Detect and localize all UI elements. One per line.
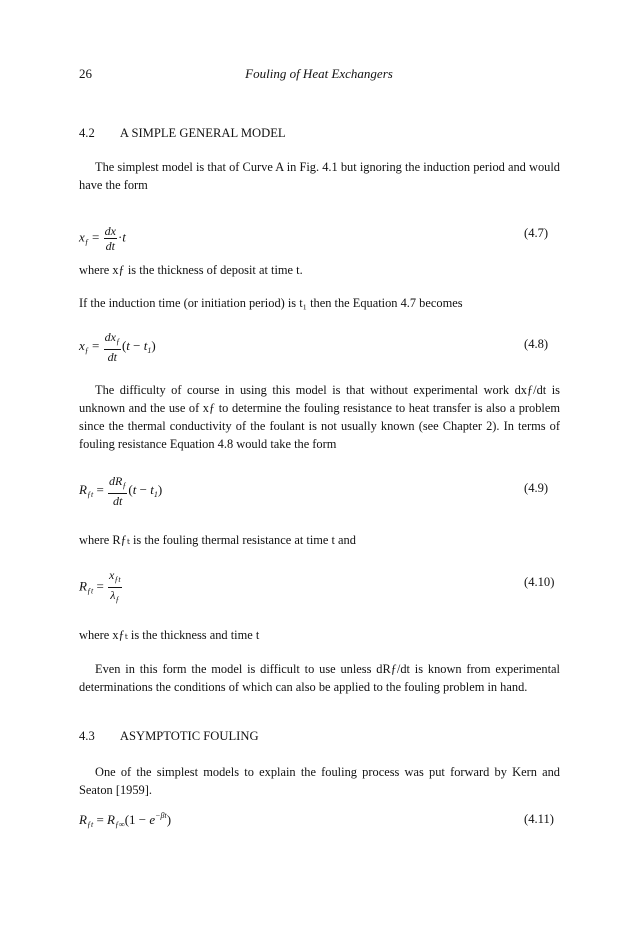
section-title: ASYMPTOTIC FOULING bbox=[119, 729, 259, 743]
page-number: 26 bbox=[79, 66, 92, 81]
equation-4-8: $x_ƒ$ = $\frac{dx_ƒ}{dt}$ $(t - t_1)$ bbox=[79, 330, 156, 364]
section-number: 4.2 bbox=[79, 126, 95, 140]
equation-4-10: $R_{ƒt}$ = $\frac{x_{ƒt}}{\lambda_ƒ}$ bbox=[79, 568, 121, 604]
equation-4-7-number: (4.7) bbox=[524, 226, 549, 240]
section-4-2-heading bbox=[79, 126, 286, 141]
running-title: Fouling of Heat Exchangers bbox=[245, 66, 393, 81]
equation-4-9-number: (4.9) bbox=[524, 481, 549, 495]
paragraph-5: where Rƒₜ is the fouling thermal resistance at time t and bbox=[79, 533, 356, 547]
paragraph-6: where xƒₜ is the thickness and time t bbox=[79, 628, 260, 642]
equation-4-9: $R_{ƒt}$ = $\frac{dR_ƒ}{dt}$ $(t - t_1)$ bbox=[79, 474, 163, 508]
equation-4-11: $R_{ƒt} = R_{ƒ\infty}(1 - e^{-\beta t})$ bbox=[79, 811, 172, 829]
section-number: 4.3 bbox=[79, 729, 95, 743]
equation-4-11-number: (4.11) bbox=[524, 812, 554, 826]
paragraph-7: Even in this form the model is difficult to use unless dRƒ/dt is known from experimental determinations the conditions of which can also be applied to the fouling problem in hand. bbox=[79, 662, 560, 694]
section-title: A SIMPLE GENERAL MODEL bbox=[119, 126, 286, 140]
paragraph-2: where xƒ is the thickness of deposit at time t. bbox=[79, 263, 303, 277]
paragraph-1: The simplest model is that of Curve A in Fig. 4.1 but ignoring the induction period and would have the form bbox=[79, 160, 560, 192]
paragraph-4: The difficulty of course in using this model is that without experimental work dxƒ/dt is unknown and the use of xƒ to determine the fouling resistance to heat transfer is also a problem since the thermal conductivity of the foulant is not usually known (see Chapter 2). In terms of fouling resistance Equation 4.8 would take the form bbox=[79, 383, 560, 451]
paragraph-3: If the induction time (or initiation period) is t₁ then the Equation 4.7 becomes bbox=[79, 296, 463, 310]
equation-4-8-number: (4.8) bbox=[524, 337, 549, 351]
section-4-3-heading bbox=[79, 729, 259, 744]
equation-4-7: $x_ƒ$ = $\frac{dx}{dt}$ ·t bbox=[79, 224, 126, 253]
paragraph-8: One of the simplest models to explain the fouling process was put forward by Kern and Seaton [1959]. bbox=[79, 765, 560, 797]
equation-4-10-number: (4.10) bbox=[524, 575, 555, 589]
